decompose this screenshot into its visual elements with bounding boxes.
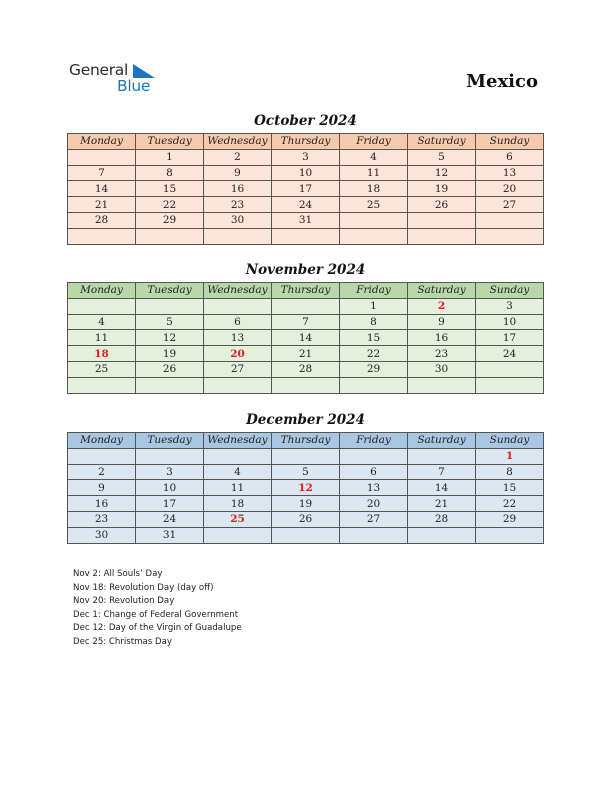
weekday-header: Monday: [68, 283, 136, 299]
week-row: [68, 448, 544, 464]
month-title-november: November 2024: [245, 262, 366, 278]
week-row: [68, 346, 544, 362]
empty-day-cell: [136, 377, 204, 393]
day-cell: 28: [68, 212, 136, 228]
day-cell: 7: [272, 314, 340, 330]
calendar-october: [67, 133, 544, 245]
day-cell: 15: [340, 330, 408, 346]
weekday-header: Tuesday: [136, 283, 204, 299]
weekday-header: Monday: [68, 433, 136, 449]
weekday-header: Friday: [340, 283, 408, 299]
day-cell: 1: [340, 298, 408, 314]
day-cell: 14: [272, 330, 340, 346]
day-cell: 10: [476, 314, 544, 330]
day-cell: 22: [136, 197, 204, 213]
day-cell: 13: [340, 480, 408, 496]
weekday-header: Tuesday: [136, 433, 204, 449]
day-cell: 28: [272, 361, 340, 377]
day-cell: 6: [204, 314, 272, 330]
empty-day-cell: [272, 448, 340, 464]
empty-day-cell: [204, 228, 272, 244]
weekday-header: Thursday: [272, 134, 340, 150]
day-cell: 3: [136, 464, 204, 480]
empty-day-cell: [476, 527, 544, 543]
week-row: [68, 480, 544, 496]
day-cell: 10: [272, 165, 340, 181]
empty-day-cell: [408, 377, 476, 393]
empty-day-cell: [476, 361, 544, 377]
day-cell: 18: [68, 346, 136, 362]
day-cell: 29: [476, 511, 544, 527]
day-cell: 15: [476, 480, 544, 496]
week-row: [68, 377, 544, 393]
weekday-header: Saturday: [408, 433, 476, 449]
week-row: [68, 511, 544, 527]
day-cell: 20: [476, 181, 544, 197]
day-cell: 30: [68, 527, 136, 543]
day-cell: 18: [204, 496, 272, 512]
weekday-header: Wednesday: [204, 433, 272, 449]
day-cell: 17: [476, 330, 544, 346]
empty-day-cell: [272, 377, 340, 393]
logo-triangle-icon: [133, 64, 155, 78]
calendar-november: [67, 282, 544, 394]
empty-day-cell: [272, 228, 340, 244]
day-cell: 22: [476, 496, 544, 512]
weekday-header: Friday: [340, 134, 408, 150]
week-row: [68, 361, 544, 377]
day-cell: 3: [476, 298, 544, 314]
day-cell: 30: [408, 361, 476, 377]
holiday-note: Nov 2: All Souls’ Day: [73, 569, 163, 579]
weekday-header-row: [68, 134, 544, 150]
empty-day-cell: [340, 212, 408, 228]
day-cell: 26: [408, 197, 476, 213]
day-cell: 21: [272, 346, 340, 362]
week-row: [68, 212, 544, 228]
day-cell: 27: [476, 197, 544, 213]
day-cell: 29: [136, 212, 204, 228]
day-cell: 4: [204, 464, 272, 480]
day-cell: 23: [204, 197, 272, 213]
empty-day-cell: [204, 298, 272, 314]
day-cell: 6: [340, 464, 408, 480]
empty-day-cell: [340, 228, 408, 244]
week-row: [68, 149, 544, 165]
logo-text-general: General: [69, 61, 128, 79]
week-row: [68, 330, 544, 346]
empty-day-cell: [476, 377, 544, 393]
holiday-note: Dec 25: Christmas Day: [73, 636, 172, 647]
day-cell: 16: [408, 330, 476, 346]
day-cell: 8: [340, 314, 408, 330]
day-cell: 24: [476, 346, 544, 362]
day-cell: 2: [68, 464, 136, 480]
empty-day-cell: [136, 448, 204, 464]
day-cell: 31: [136, 527, 204, 543]
day-cell: 23: [408, 346, 476, 362]
weekday-header: Monday: [68, 134, 136, 150]
day-cell: 14: [408, 480, 476, 496]
day-cell: 5: [408, 149, 476, 165]
day-cell: 5: [272, 464, 340, 480]
day-cell: 14: [68, 181, 136, 197]
empty-day-cell: [136, 298, 204, 314]
holiday-note: Dec 12: Day of the Virgin of Guadalupe: [73, 623, 242, 633]
weekday-header: Thursday: [272, 283, 340, 299]
empty-day-cell: [204, 527, 272, 543]
week-row: [68, 496, 544, 512]
weekday-header: Wednesday: [204, 134, 272, 150]
weekday-header: Sunday: [476, 433, 544, 449]
empty-day-cell: [476, 212, 544, 228]
day-cell: 11: [68, 330, 136, 346]
day-cell: 16: [68, 496, 136, 512]
weekday-header: Sunday: [476, 134, 544, 150]
day-cell: 15: [136, 181, 204, 197]
day-cell: 16: [204, 181, 272, 197]
day-cell: 5: [136, 314, 204, 330]
country-title: Mexico: [466, 71, 538, 92]
day-cell: 7: [408, 464, 476, 480]
day-cell: 25: [340, 197, 408, 213]
empty-day-cell: [136, 228, 204, 244]
weekday-header-row: [68, 433, 544, 449]
weekday-header: Sunday: [476, 283, 544, 299]
holiday-notes: [73, 568, 242, 649]
empty-day-cell: [340, 448, 408, 464]
day-cell: 30: [204, 212, 272, 228]
empty-day-cell: [408, 527, 476, 543]
day-cell: 19: [136, 346, 204, 362]
day-cell: 18: [340, 181, 408, 197]
week-row: [68, 197, 544, 213]
day-cell: 9: [68, 480, 136, 496]
day-cell: 9: [408, 314, 476, 330]
day-cell: 7: [68, 165, 136, 181]
day-cell: 28: [408, 511, 476, 527]
day-cell: 27: [204, 361, 272, 377]
week-row: [68, 527, 544, 543]
day-cell: 24: [136, 511, 204, 527]
day-cell: 1: [476, 448, 544, 464]
empty-day-cell: [476, 228, 544, 244]
empty-day-cell: [204, 448, 272, 464]
week-row: [68, 464, 544, 480]
day-cell: 26: [136, 361, 204, 377]
holiday-note: Nov 20: Revolution Day: [73, 596, 175, 606]
empty-day-cell: [408, 228, 476, 244]
day-cell: 8: [476, 464, 544, 480]
day-cell: 2: [204, 149, 272, 165]
holiday-note: Dec 1: Change of Federal Government: [73, 609, 239, 620]
weekday-header: Saturday: [408, 283, 476, 299]
day-cell: 25: [68, 361, 136, 377]
day-cell: 26: [272, 511, 340, 527]
day-cell: 10: [136, 480, 204, 496]
day-cell: 11: [340, 165, 408, 181]
week-row: [68, 314, 544, 330]
week-row: [68, 298, 544, 314]
empty-day-cell: [272, 527, 340, 543]
day-cell: 21: [68, 197, 136, 213]
day-cell: 9: [204, 165, 272, 181]
day-cell: 12: [272, 480, 340, 496]
day-cell: 11: [204, 480, 272, 496]
weekday-header: Friday: [340, 433, 408, 449]
day-cell: 17: [272, 181, 340, 197]
weekday-header: Thursday: [272, 433, 340, 449]
day-cell: 12: [136, 330, 204, 346]
holiday-note: Nov 18: Revolution Day (day off): [73, 582, 214, 593]
day-cell: 3: [272, 149, 340, 165]
weekday-header: Saturday: [408, 134, 476, 150]
empty-day-cell: [68, 377, 136, 393]
day-cell: 4: [340, 149, 408, 165]
day-cell: 27: [340, 511, 408, 527]
month-title-december: December 2024: [246, 412, 365, 428]
logo: [69, 61, 169, 97]
week-row: [68, 181, 544, 197]
logo-text-blue: Blue: [117, 77, 151, 95]
day-cell: 23: [68, 511, 136, 527]
week-row: [68, 165, 544, 181]
day-cell: 13: [476, 165, 544, 181]
day-cell: 20: [340, 496, 408, 512]
weekday-header: Wednesday: [204, 283, 272, 299]
day-cell: 2: [408, 298, 476, 314]
weekday-header-row: [68, 283, 544, 299]
day-cell: 12: [408, 165, 476, 181]
empty-day-cell: [272, 298, 340, 314]
empty-day-cell: [68, 448, 136, 464]
calendar-december: [67, 432, 544, 544]
day-cell: 17: [136, 496, 204, 512]
week-row: [68, 228, 544, 244]
day-cell: 25: [204, 511, 272, 527]
empty-day-cell: [68, 149, 136, 165]
empty-day-cell: [68, 298, 136, 314]
day-cell: 24: [272, 197, 340, 213]
empty-day-cell: [408, 448, 476, 464]
day-cell: 19: [272, 496, 340, 512]
day-cell: 6: [476, 149, 544, 165]
empty-day-cell: [68, 228, 136, 244]
day-cell: 22: [340, 346, 408, 362]
day-cell: 1: [136, 149, 204, 165]
empty-day-cell: [408, 212, 476, 228]
empty-day-cell: [204, 377, 272, 393]
month-title-october: October 2024: [254, 113, 357, 129]
empty-day-cell: [340, 527, 408, 543]
day-cell: 8: [136, 165, 204, 181]
empty-day-cell: [340, 377, 408, 393]
day-cell: 29: [340, 361, 408, 377]
day-cell: 31: [272, 212, 340, 228]
day-cell: 20: [204, 346, 272, 362]
day-cell: 21: [408, 496, 476, 512]
day-cell: 19: [408, 181, 476, 197]
weekday-header: Tuesday: [136, 134, 204, 150]
day-cell: 13: [204, 330, 272, 346]
day-cell: 4: [68, 314, 136, 330]
